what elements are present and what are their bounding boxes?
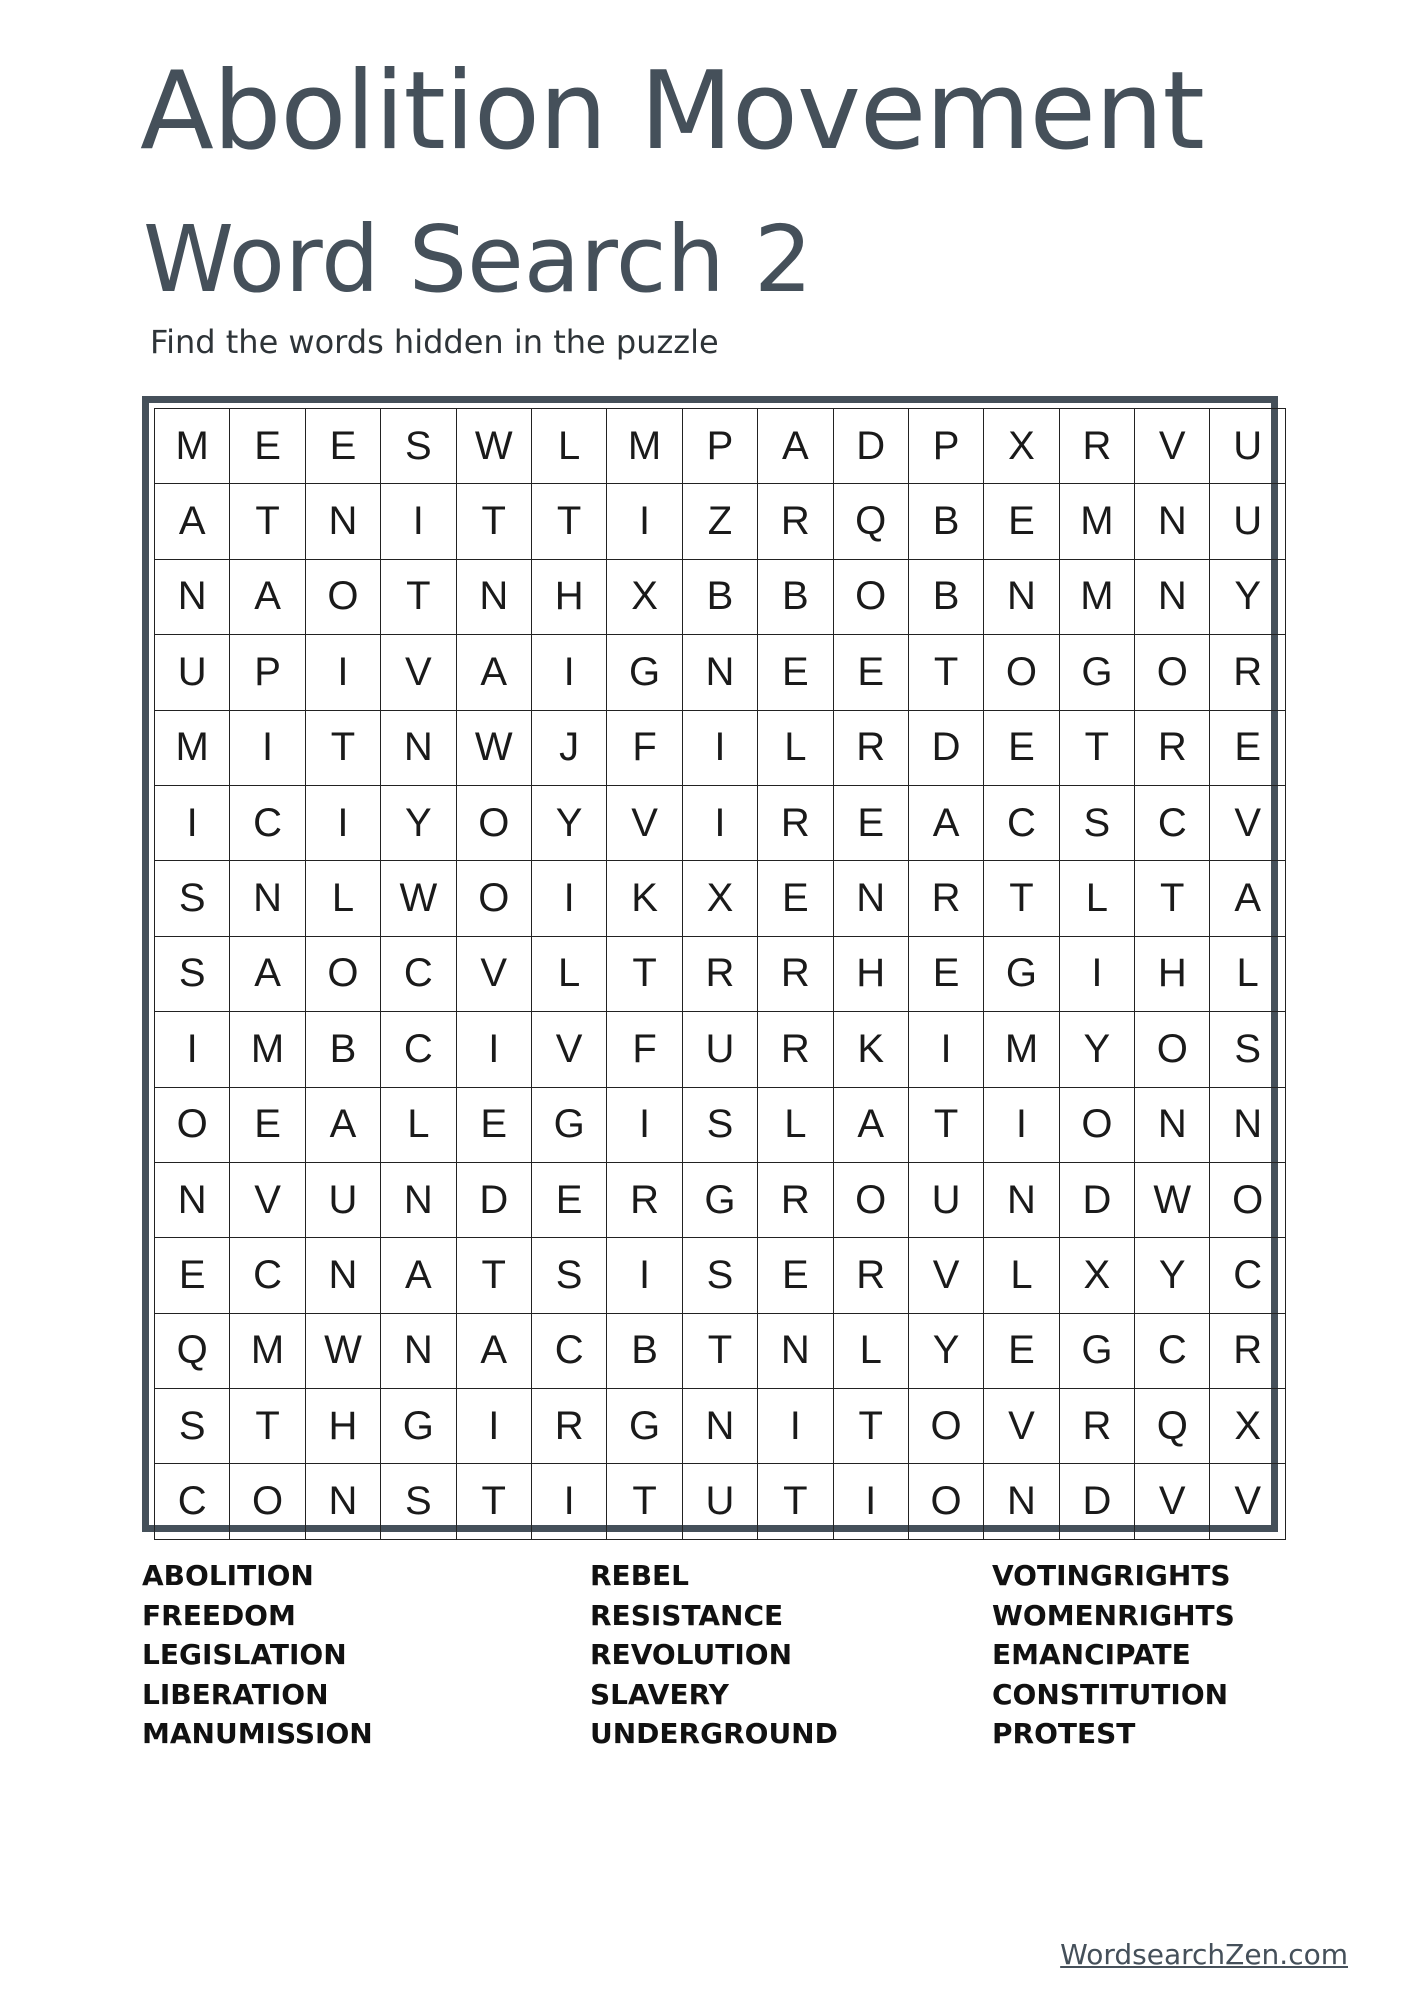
grid-cell[interactable]: U xyxy=(683,1464,758,1539)
grid-cell[interactable]: L xyxy=(381,1088,456,1163)
grid-cell[interactable]: H xyxy=(1135,937,1210,1012)
grid-cell[interactable]: B xyxy=(758,560,833,635)
grid-cell[interactable]: M xyxy=(607,409,682,484)
grid-cell[interactable]: R xyxy=(758,937,833,1012)
grid-cell[interactable]: T xyxy=(909,1088,984,1163)
grid-cell[interactable]: K xyxy=(607,861,682,936)
grid-cell[interactable]: L xyxy=(834,1314,909,1389)
grid-cell[interactable]: R xyxy=(909,861,984,936)
grid-cell[interactable]: X xyxy=(1060,1238,1135,1313)
grid-cell[interactable]: S xyxy=(155,861,230,936)
grid-cell[interactable]: N xyxy=(984,1163,1059,1238)
grid-cell[interactable]: I xyxy=(532,635,607,710)
grid-cell[interactable]: N xyxy=(381,1163,456,1238)
word-list-column-3 xyxy=(992,1556,1235,1754)
word-list-item: REBEL xyxy=(590,1559,689,1592)
grid-cell[interactable]: N xyxy=(155,1163,230,1238)
grid-cell[interactable]: B xyxy=(306,1012,381,1087)
grid-cell[interactable]: O xyxy=(1135,635,1210,710)
grid-cell[interactable]: R xyxy=(683,937,758,1012)
grid-cell[interactable]: E xyxy=(230,409,305,484)
grid-cell[interactable]: T xyxy=(984,861,1059,936)
grid-cell[interactable]: C xyxy=(230,1238,305,1313)
grid-cell[interactable]: U xyxy=(1210,409,1285,484)
grid-cell[interactable]: C xyxy=(532,1314,607,1389)
grid-cell[interactable]: C xyxy=(1210,1238,1285,1313)
grid-cell[interactable]: E xyxy=(532,1163,607,1238)
word-list-item: LEGISLATION xyxy=(142,1638,347,1671)
word-list-column-2 xyxy=(590,1556,838,1754)
grid-cell[interactable]: O xyxy=(834,1163,909,1238)
grid-cell[interactable]: R xyxy=(834,711,909,786)
grid-cell[interactable]: A xyxy=(230,560,305,635)
grid-cell[interactable]: A xyxy=(758,409,833,484)
grid-cell[interactable]: I xyxy=(984,1088,1059,1163)
word-list-item: MANUMISSION xyxy=(142,1717,373,1750)
grid-cell[interactable]: L xyxy=(532,937,607,1012)
grid-cell[interactable]: F xyxy=(607,711,682,786)
grid-cell[interactable]: C xyxy=(230,786,305,861)
grid-cell[interactable]: T xyxy=(532,484,607,559)
grid-cell[interactable]: D xyxy=(909,711,984,786)
grid-cell[interactable]: G xyxy=(683,1163,758,1238)
page-title: Abolition Movement xyxy=(140,49,1204,174)
grid-cell[interactable]: O xyxy=(457,786,532,861)
grid-cell[interactable]: Y xyxy=(532,786,607,861)
grid-cell[interactable]: T xyxy=(306,711,381,786)
grid-cell[interactable]: M xyxy=(984,1012,1059,1087)
grid-cell[interactable]: O xyxy=(230,1464,305,1539)
grid-cell[interactable]: T xyxy=(909,635,984,710)
grid-cell[interactable]: N xyxy=(381,711,456,786)
grid-cell[interactable]: M xyxy=(230,1012,305,1087)
grid-cell[interactable]: O xyxy=(834,560,909,635)
grid-cell[interactable]: M xyxy=(230,1314,305,1389)
grid-cell[interactable]: W xyxy=(306,1314,381,1389)
grid-cell[interactable]: L xyxy=(984,1238,1059,1313)
grid-cell[interactable]: I xyxy=(683,786,758,861)
grid-cell[interactable]: E xyxy=(984,711,1059,786)
grid-cell[interactable]: V xyxy=(457,937,532,1012)
grid-cell[interactable]: E xyxy=(834,786,909,861)
grid-cell[interactable]: D xyxy=(457,1163,532,1238)
grid-cell[interactable]: S xyxy=(381,1464,456,1539)
grid-cell[interactable]: N xyxy=(457,560,532,635)
grid-cell[interactable]: R xyxy=(758,786,833,861)
grid-cell[interactable]: G xyxy=(984,937,1059,1012)
grid-cell[interactable]: R xyxy=(758,1163,833,1238)
grid-cell[interactable]: E xyxy=(1210,711,1285,786)
grid-cell[interactable]: S xyxy=(1210,1012,1285,1087)
grid-cell[interactable]: N xyxy=(984,1464,1059,1539)
grid-cell[interactable]: H xyxy=(532,560,607,635)
grid-cell[interactable]: M xyxy=(1060,560,1135,635)
grid-cell[interactable]: E xyxy=(457,1088,532,1163)
grid-cell[interactable]: C xyxy=(381,1012,456,1087)
grid-cell[interactable]: R xyxy=(607,1163,682,1238)
grid-cell[interactable]: E xyxy=(155,1238,230,1313)
grid-cell[interactable]: R xyxy=(1210,1314,1285,1389)
grid-cell[interactable]: T xyxy=(607,1464,682,1539)
grid-cell[interactable]: P xyxy=(683,409,758,484)
grid-cell[interactable]: E xyxy=(758,861,833,936)
grid-cell[interactable]: D xyxy=(834,409,909,484)
grid-cell[interactable]: T xyxy=(457,1464,532,1539)
grid-cell[interactable]: U xyxy=(306,1163,381,1238)
grid-cell[interactable]: W xyxy=(457,409,532,484)
grid-cell[interactable]: O xyxy=(306,560,381,635)
grid-cell[interactable]: I xyxy=(155,1012,230,1087)
grid-cell[interactable]: B xyxy=(909,484,984,559)
grid-cell[interactable]: V xyxy=(909,1238,984,1313)
grid-cell[interactable]: I xyxy=(457,1389,532,1464)
grid-cell[interactable]: I xyxy=(306,635,381,710)
grid-cell[interactable]: T xyxy=(834,1389,909,1464)
grid-cell[interactable]: L xyxy=(758,711,833,786)
word-list-item: REVOLUTION xyxy=(590,1638,793,1671)
grid-cell[interactable]: W xyxy=(1135,1163,1210,1238)
grid-cell[interactable]: I xyxy=(607,1238,682,1313)
grid-cell[interactable]: A xyxy=(1210,861,1285,936)
grid-cell[interactable]: R xyxy=(834,1238,909,1313)
grid-cell[interactable]: I xyxy=(683,711,758,786)
grid-cell[interactable]: H xyxy=(306,1389,381,1464)
grid-cell[interactable]: O xyxy=(909,1389,984,1464)
grid-cell[interactable]: N xyxy=(984,560,1059,635)
word-list-item: PROTEST xyxy=(992,1717,1136,1750)
word-list-item: VOTINGRIGHTS xyxy=(992,1559,1231,1592)
grid-cell[interactable]: L xyxy=(532,409,607,484)
grid-cell[interactable]: E xyxy=(758,1238,833,1313)
grid-cell[interactable]: O xyxy=(1060,1088,1135,1163)
grid-cell[interactable]: U xyxy=(1210,484,1285,559)
grid-cell[interactable]: S xyxy=(381,409,456,484)
grid-cell[interactable]: I xyxy=(532,861,607,936)
grid-cell[interactable]: V xyxy=(381,635,456,710)
grid-cell[interactable]: G xyxy=(607,635,682,710)
grid-cell[interactable]: T xyxy=(1135,861,1210,936)
grid-cell[interactable]: T xyxy=(758,1464,833,1539)
instructions-text: Find the words hidden in the puzzle xyxy=(150,323,719,361)
grid-cell[interactable]: Q xyxy=(834,484,909,559)
grid-cell[interactable]: G xyxy=(1060,1314,1135,1389)
grid-cell[interactable]: U xyxy=(155,635,230,710)
grid-cell[interactable]: E xyxy=(909,937,984,1012)
puzzle-frame xyxy=(142,396,1278,1532)
grid-cell[interactable]: I xyxy=(1060,937,1135,1012)
grid-cell[interactable]: R xyxy=(1135,711,1210,786)
grid-cell[interactable]: N xyxy=(834,861,909,936)
grid-cell[interactable]: C xyxy=(984,786,1059,861)
grid-cell[interactable]: O xyxy=(306,937,381,1012)
grid-cell[interactable]: I xyxy=(155,786,230,861)
grid-cell[interactable]: C xyxy=(155,1464,230,1539)
grid-cell[interactable]: T xyxy=(457,484,532,559)
grid-cell[interactable]: D xyxy=(1060,1464,1135,1539)
grid-cell[interactable]: M xyxy=(1060,484,1135,559)
grid-cell[interactable]: N xyxy=(306,1238,381,1313)
grid-cell[interactable]: Y xyxy=(1060,1012,1135,1087)
word-list-item: SLAVERY xyxy=(590,1677,729,1711)
grid-cell[interactable]: E xyxy=(758,635,833,710)
grid-cell[interactable]: O xyxy=(984,635,1059,710)
word-list-column-1 xyxy=(142,1556,373,1754)
grid-cell[interactable]: Y xyxy=(381,786,456,861)
grid-cell[interactable]: N xyxy=(306,484,381,559)
grid-cell[interactable]: T xyxy=(381,560,456,635)
grid-cell[interactable]: R xyxy=(532,1389,607,1464)
grid-cell[interactable]: I xyxy=(607,484,682,559)
grid-cell[interactable]: T xyxy=(230,1389,305,1464)
word-list-item: ABOLITION xyxy=(142,1559,314,1592)
word-list-item: FREEDOM xyxy=(142,1598,296,1632)
grid-cell[interactable]: N xyxy=(1135,560,1210,635)
grid-cell[interactable]: R xyxy=(1210,635,1285,710)
grid-cell[interactable]: A xyxy=(381,1238,456,1313)
grid-cell[interactable]: J xyxy=(532,711,607,786)
word-list-item: RESISTANCE xyxy=(590,1598,784,1632)
grid-cell[interactable]: G xyxy=(381,1389,456,1464)
grid-cell[interactable]: I xyxy=(381,484,456,559)
grid-cell[interactable]: Z xyxy=(683,484,758,559)
grid-cell[interactable]: O xyxy=(1135,1012,1210,1087)
grid-cell[interactable]: O xyxy=(909,1464,984,1539)
grid-cell[interactable]: X xyxy=(1210,1389,1285,1464)
grid-cell[interactable]: T xyxy=(230,484,305,559)
grid-cell[interactable]: E xyxy=(984,484,1059,559)
grid-cell[interactable]: P xyxy=(909,409,984,484)
grid-cell[interactable]: E xyxy=(834,635,909,710)
grid-cell[interactable]: I xyxy=(834,1464,909,1539)
grid-cell[interactable]: G xyxy=(532,1088,607,1163)
grid-cell[interactable]: R xyxy=(1060,1389,1135,1464)
grid-cell[interactable]: S xyxy=(155,1389,230,1464)
grid-cell[interactable]: I xyxy=(457,1012,532,1087)
grid-cell[interactable]: D xyxy=(1060,1163,1135,1238)
grid-cell[interactable]: F xyxy=(607,1012,682,1087)
word-list-item: LIBERATION xyxy=(142,1677,329,1711)
grid-cell[interactable]: Y xyxy=(1135,1238,1210,1313)
grid-cell[interactable]: G xyxy=(1060,635,1135,710)
grid-cell[interactable]: V xyxy=(230,1163,305,1238)
word-list-item: UNDERGROUND xyxy=(590,1717,838,1750)
grid-cell[interactable]: B xyxy=(909,560,984,635)
word-list-item: CONSTITUTION xyxy=(992,1677,1229,1711)
grid-cell[interactable]: L xyxy=(758,1088,833,1163)
page-subtitle: Word Search 2 xyxy=(143,206,813,313)
word-list-item: WOMENRIGHTS xyxy=(992,1598,1235,1632)
grid-cell[interactable]: K xyxy=(834,1012,909,1087)
grid-cell[interactable]: B xyxy=(607,1314,682,1389)
grid-cell[interactable]: L xyxy=(1060,861,1135,936)
word-list xyxy=(142,1556,1282,1756)
grid-cell[interactable]: Q xyxy=(155,1314,230,1389)
grid-cell[interactable]: L xyxy=(306,861,381,936)
grid-cell[interactable]: E xyxy=(984,1314,1059,1389)
grid-cell[interactable]: N xyxy=(758,1314,833,1389)
grid-cell[interactable]: T xyxy=(683,1314,758,1389)
grid-cell[interactable]: G xyxy=(607,1389,682,1464)
grid-cell[interactable]: V xyxy=(1135,409,1210,484)
grid-cell[interactable]: A xyxy=(834,1088,909,1163)
grid-cell[interactable]: U xyxy=(909,1163,984,1238)
grid-cell[interactable]: Y xyxy=(909,1314,984,1389)
grid-cell[interactable]: Q xyxy=(1135,1389,1210,1464)
grid-cell[interactable]: X xyxy=(607,560,682,635)
letter-grid xyxy=(154,408,1286,1540)
grid-cell[interactable]: I xyxy=(532,1464,607,1539)
grid-cell[interactable]: I xyxy=(607,1088,682,1163)
grid-cell[interactable]: C xyxy=(1135,1314,1210,1389)
grid-cell[interactable]: N xyxy=(230,861,305,936)
grid-cell[interactable]: I xyxy=(758,1389,833,1464)
grid-cell[interactable]: V xyxy=(984,1389,1059,1464)
grid-cell[interactable]: S xyxy=(683,1238,758,1313)
grid-cell[interactable]: V xyxy=(1210,1464,1285,1539)
grid-cell[interactable]: I xyxy=(230,711,305,786)
grid-cell[interactable]: L xyxy=(1210,937,1285,1012)
grid-cell[interactable]: R xyxy=(758,1012,833,1087)
grid-cell[interactable]: W xyxy=(457,711,532,786)
grid-cell[interactable]: N xyxy=(1135,484,1210,559)
grid-cell[interactable]: C xyxy=(1135,786,1210,861)
grid-cell[interactable]: R xyxy=(1060,409,1135,484)
grid-cell[interactable]: Y xyxy=(1210,560,1285,635)
grid-cell[interactable]: X xyxy=(683,861,758,936)
grid-cell[interactable]: R xyxy=(758,484,833,559)
grid-cell[interactable]: A xyxy=(909,786,984,861)
grid-cell[interactable]: E xyxy=(230,1088,305,1163)
grid-cell[interactable]: A xyxy=(155,484,230,559)
grid-cell[interactable]: W xyxy=(381,861,456,936)
grid-cell[interactable]: N xyxy=(155,560,230,635)
grid-cell[interactable]: A xyxy=(457,1314,532,1389)
grid-cell[interactable]: V xyxy=(607,786,682,861)
grid-cell[interactable]: C xyxy=(381,937,456,1012)
grid-cell[interactable]: S xyxy=(1060,786,1135,861)
grid-cell[interactable]: B xyxy=(683,560,758,635)
grid-cell[interactable]: O xyxy=(1210,1163,1285,1238)
grid-cell[interactable]: E xyxy=(306,409,381,484)
grid-cell[interactable]: M xyxy=(155,711,230,786)
grid-cell[interactable]: A xyxy=(457,635,532,710)
grid-cell[interactable]: T xyxy=(607,937,682,1012)
grid-cell[interactable]: I xyxy=(306,786,381,861)
grid-cell[interactable]: N xyxy=(381,1314,456,1389)
grid-cell[interactable]: A xyxy=(306,1088,381,1163)
grid-cell[interactable]: V xyxy=(1135,1464,1210,1539)
grid-cell[interactable]: N xyxy=(683,635,758,710)
grid-cell[interactable]: V xyxy=(532,1012,607,1087)
grid-cell[interactable]: V xyxy=(1210,786,1285,861)
grid-cell[interactable]: N xyxy=(683,1389,758,1464)
grid-cell[interactable]: N xyxy=(1210,1088,1285,1163)
grid-cell[interactable]: P xyxy=(230,635,305,710)
grid-cell[interactable]: O xyxy=(155,1088,230,1163)
grid-cell[interactable]: O xyxy=(457,861,532,936)
grid-cell[interactable]: S xyxy=(155,937,230,1012)
grid-cell[interactable]: S xyxy=(532,1238,607,1313)
grid-cell[interactable]: N xyxy=(1135,1088,1210,1163)
grid-cell[interactable]: M xyxy=(155,409,230,484)
word-list-item: EMANCIPATE xyxy=(992,1638,1191,1671)
grid-cell[interactable]: N xyxy=(306,1464,381,1539)
grid-cell[interactable]: X xyxy=(984,409,1059,484)
grid-cell[interactable]: H xyxy=(834,937,909,1012)
grid-cell[interactable]: T xyxy=(1060,711,1135,786)
grid-cell[interactable]: S xyxy=(683,1088,758,1163)
grid-cell[interactable]: I xyxy=(909,1012,984,1087)
site-link[interactable]: WordsearchZen.com xyxy=(1060,1938,1348,1971)
grid-cell[interactable]: A xyxy=(230,937,305,1012)
grid-cell[interactable]: T xyxy=(457,1238,532,1313)
grid-cell[interactable]: U xyxy=(683,1012,758,1087)
